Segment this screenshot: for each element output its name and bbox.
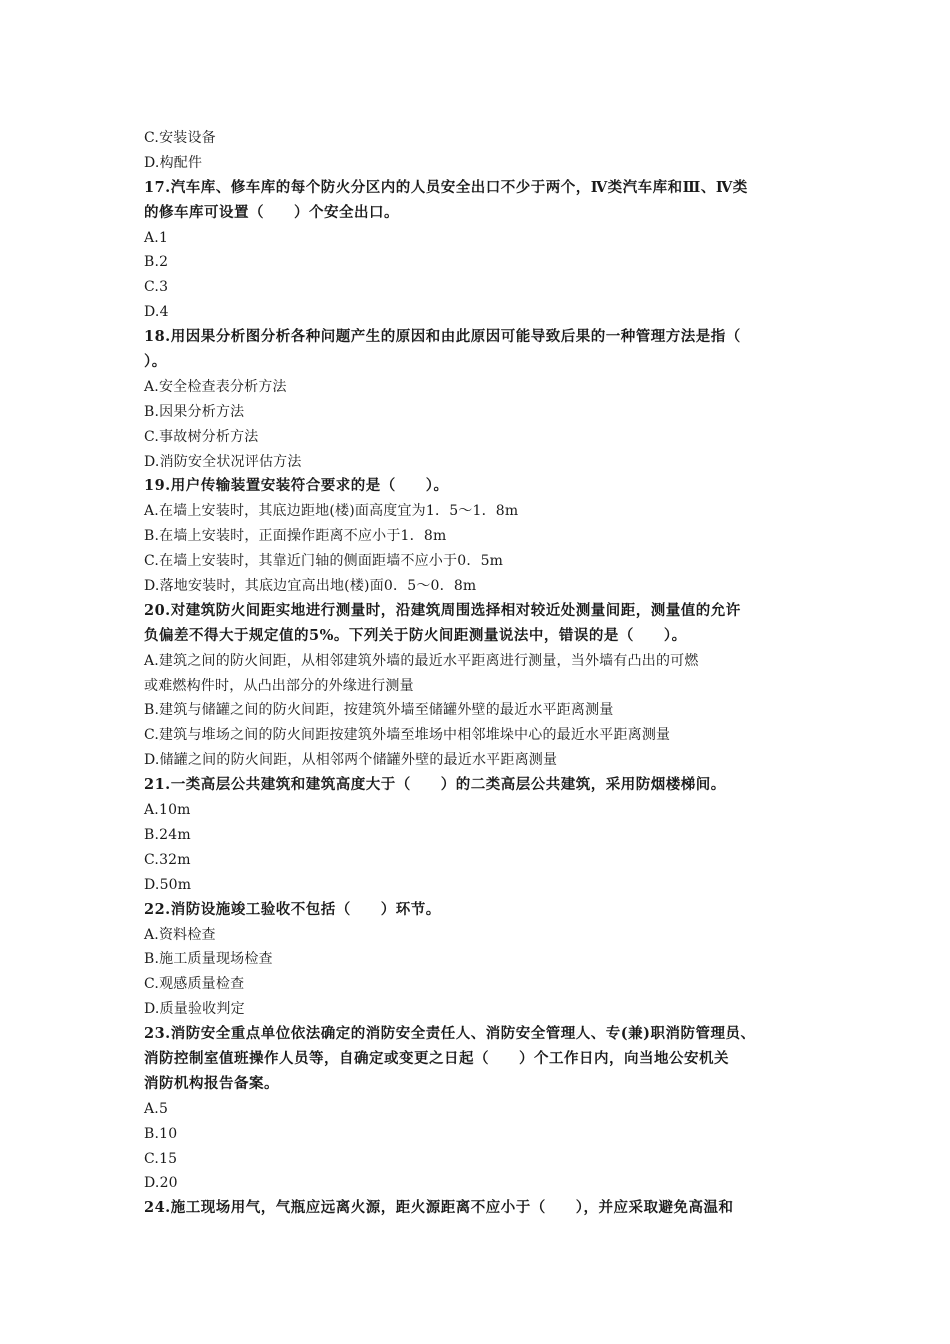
answer-option-line: C.在墙上安装时，其靠近门轴的侧面距墙不应小于0．5m: [144, 553, 504, 570]
answer-option-line: A.5: [144, 1100, 169, 1117]
question-text-line: 23.消防安全重点单位依法确定的消防安全责任人、消防安全管理人、专(兼)职消防管理员、: [144, 1025, 756, 1043]
answer-option-line: B.10: [144, 1125, 178, 1142]
question-text-line: 的修车库可设置（ ）个安全出口。: [144, 203, 399, 221]
answer-option-line: B.24m: [144, 826, 191, 843]
answer-option-line: C.32m: [144, 851, 191, 868]
question-text-line: 消防机构报告备案。: [144, 1074, 279, 1092]
question-text-line: 18.用因果分析图分析各种问题产生的原因和由此原因可能导致后果的一种管理方法是指（: [144, 328, 741, 346]
answer-option-line: B.2: [144, 254, 169, 271]
answer-option-line: A.在墙上安装时，其底边距地(楼)面高度宜为1．5～1．8m: [144, 503, 519, 520]
answer-option-line: C.15: [144, 1150, 178, 1167]
answer-option-line: A.建筑之间的防火间距，从相邻建筑外墙的最近水平距离进行测量，当外墙有凸出的可燃: [144, 652, 699, 669]
question-text-line: 20.对建筑防火间距实地进行测量时，沿建筑周围选择相对较近处测量间距，测量值的允许: [144, 601, 741, 619]
answer-option-line: D.构配件: [144, 154, 203, 171]
answer-option-line: D.落地安装时，其底边宜高出地(楼)面0．5～0．8m: [144, 578, 477, 595]
answer-option-line: D.消防安全状况评估方法: [144, 453, 302, 470]
answer-option-line: D.50m: [144, 876, 192, 893]
answer-option-line: D.20: [144, 1175, 178, 1192]
question-text-line: 消防控制室值班操作人员等，自确定或变更之日起（ ）个工作日内，向当地公安机关: [144, 1049, 729, 1067]
answer-option-line: 或难燃构件时，从凸出部分的外缘进行测量: [144, 677, 414, 694]
answer-option-line: A.资料检查: [144, 926, 216, 943]
answer-option-line: B.建筑与储罐之间的防火间距，按建筑外墙至储罐外壁的最近水平距离测量: [144, 702, 614, 719]
answer-option-line: C.事故树分析方法: [144, 428, 259, 445]
answer-option-line: A.1: [144, 229, 169, 246]
question-text-line: ）。: [144, 353, 167, 371]
document-page: [144, 126, 824, 1221]
question-text-line: 22.消防设施竣工验收不包括（ ）环节。: [144, 900, 441, 918]
question-text-line: 21.一类高层公共建筑和建筑高度大于（ ）的二类高层公共建筑，采用防烟楼梯间。: [144, 776, 726, 794]
answer-option-line: D.质量验收判定: [144, 1001, 245, 1018]
answer-option-line: B.施工质量现场检查: [144, 951, 273, 968]
answer-option-line: C.建筑与堆场之间的防火间距按建筑外墙至堆场中相邻堆垛中心的最近水平距离测量: [144, 727, 671, 744]
answer-option-line: A.安全检查表分析方法: [144, 378, 287, 395]
question-text-line: 24.施工现场用气，气瓶应远离火源，距火源距离不应小于（ ），并应采取避免高温和: [144, 1199, 734, 1217]
answer-option-line: A.10m: [144, 802, 191, 819]
answer-option-line: B.因果分析方法: [144, 403, 245, 420]
question-text-line: 负偏差不得大于规定值的5%。下列关于防火间距测量说法中，错误的是（ ）。: [144, 626, 687, 644]
answer-option-line: C.安装设备: [144, 130, 216, 146]
question-text-line: 19.用户传输装置安装符合要求的是（ ）。: [144, 477, 449, 495]
answer-option-line: C.观感质量检查: [144, 976, 245, 993]
answer-option-line: B.在墙上安装时，正面操作距离不应小于1．8m: [144, 528, 447, 545]
answer-option-line: D.储罐之间的防火间距，从相邻两个储罐外壁的最近水平距离测量: [144, 752, 558, 769]
answer-option-line: D.4: [144, 304, 169, 321]
question-text-line: 17.汽车库、修车库的每个防火分区内的人员安全出口不少于两个，Ⅳ类汽车库和Ⅲ、Ⅳ类: [144, 178, 748, 196]
answer-option-line: C.3: [144, 279, 169, 296]
